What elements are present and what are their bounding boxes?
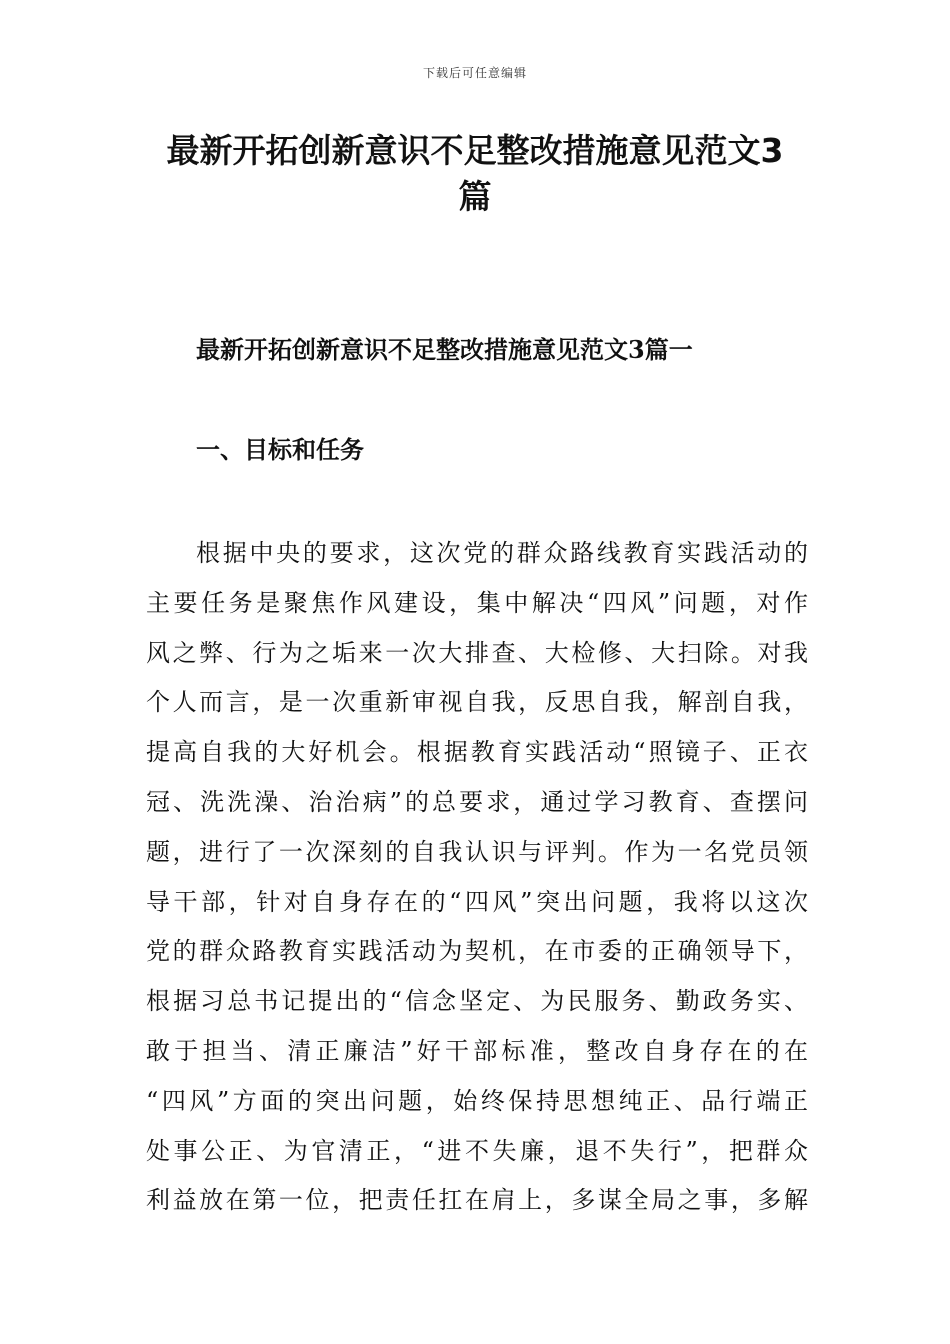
document-title	[140, 128, 810, 220]
body-line: 导干部，针对自身存在的“四风”突出问题，我将以这次	[146, 887, 808, 916]
document-title-line-1: 最新开拓创新意识不足整改措施意见范文3	[166, 131, 784, 170]
body-line: 冠、洗洗澡、治治病”的总要求，通过学习教育、查摆问	[146, 787, 808, 816]
body-line: 党的群众路教育实践活动为契机，在市委的正确领导下，	[146, 937, 808, 966]
body-line: 风之弊、行为之垢来一次大排查、大检修、大扫除。对我	[146, 638, 808, 667]
body-line: 敢于担当、清正廉洁”好干部标准，整改自身存在的在	[146, 1036, 808, 1065]
body-line: 根据中央的要求，这次党的群众路线教育实践活动的	[196, 539, 808, 567]
body-line: 根据习总书记提出的“信念坚定、为民服务、勤政务实、	[146, 987, 808, 1016]
sub-heading: 一、目标和任务	[196, 435, 364, 464]
header-note: 下载后可任意编辑	[422, 66, 527, 80]
body-line: 利益放在第一位，把责任扛在肩上，多谋全局之事，多解	[146, 1186, 808, 1215]
body-line: “四风”方面的突出问题，始终保持思想纯正、品行端正	[146, 1086, 808, 1115]
section-heading: 最新开拓创新意识不足整改措施意见范文3篇一	[196, 335, 693, 364]
document-title-line-2: 篇	[458, 177, 492, 216]
body-line: 题，进行了一次深刻的自我认识与评判。作为一名党员领	[146, 837, 808, 866]
body-line: 处事公正、为官清正，“进不失廉，退不失行”，把群众	[146, 1136, 808, 1165]
body-paragraph	[146, 529, 808, 1226]
body-line: 提高自我的大好机会。根据教育实践活动“照镜子、正衣	[146, 738, 808, 767]
body-line: 主要任务是聚焦作风建设，集中解决“四风”问题，对作	[146, 588, 808, 617]
body-line: 个人而言，是一次重新审视自我，反思自我，解剖自我，	[146, 688, 808, 717]
